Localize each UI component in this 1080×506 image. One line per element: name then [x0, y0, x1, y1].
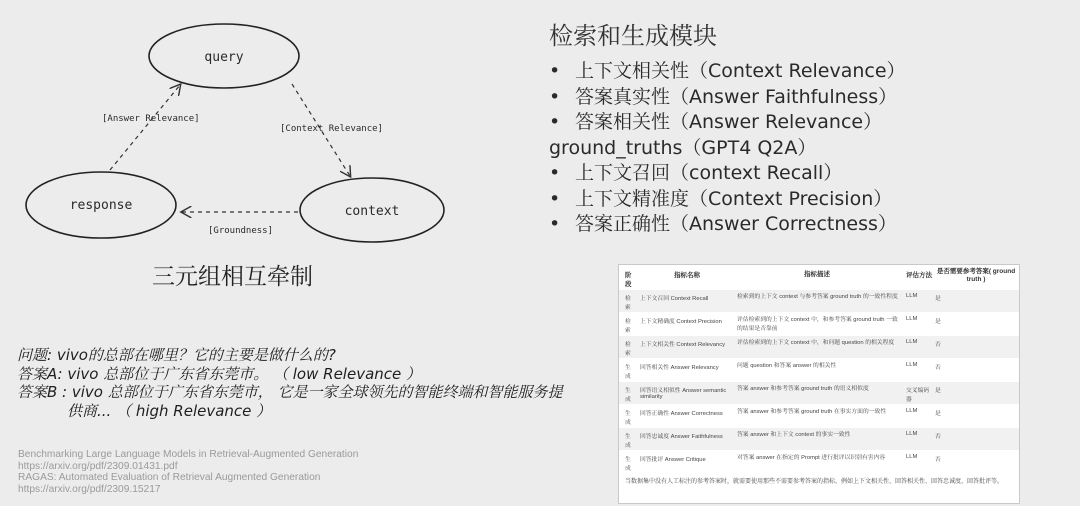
list-item: • 答案相关性（Answer Relevance） — [549, 111, 883, 133]
table-row: 检索 上下文精确度 Context Precision 评估检索到的上下文 context 中，和参考答案 ground truth 一致的结果是否靠前 LLM 是 — [625, 316, 941, 334]
table-row: 检索 上下文相关性 Context Relevancy 评估检索到的上下文 context 中，和问题 question 的相关程度 LLM 否 — [619, 336, 1019, 358]
table-row: 生成 回答相关性 Answer Relevancy 问题 question 和答案 answer 的相关性 LLM 否 — [625, 362, 941, 380]
qa-example — [17, 346, 563, 420]
list-item: • 答案正确性（Answer Correctness） — [549, 213, 897, 235]
list-item: • 上下文相关性（Context Relevance） — [549, 60, 906, 82]
references — [18, 449, 358, 495]
reference-link[interactable]: https://arxiv.org/pdf/2309.01431.pdf — [18, 460, 178, 472]
groundness-label: [Groundness] — [208, 226, 274, 236]
list-item: • 上下文精准度（Context Precision） — [549, 187, 893, 210]
answer-b-text: 答案B : vivo 总部位于广东省东莞市， 它是一家全球领先的智能终端和智能服务提 — [17, 383, 563, 401]
table-row: 检索 上下文召回 Context Recall 检索到的上下文 context 与参考答案 ground truth 的一致性程度 LLM 是 — [619, 290, 1019, 312]
triad-diagram — [0, 0, 540, 300]
metrics-table — [618, 264, 1020, 504]
question-text: 问题: vivo的总部在哪里？它的主要是做什么的? — [17, 346, 336, 364]
diagram-title: 三元组相互牵制 — [152, 264, 313, 290]
table-header: 阶段 指标名称 指标描述 评估方法 是否需要参考答案( ground truth ) — [625, 268, 1016, 288]
context-label: context — [344, 204, 400, 219]
query-label: query — [204, 50, 244, 65]
list-item: • 上下文召回（context Recall） — [549, 162, 843, 184]
reference-title: RAGAS: Automated Evaluation of Retrieval Augmented Generation — [18, 472, 321, 483]
answer-b-continuation: 供商... （ high Relevance ） — [67, 401, 272, 420]
list-heading: ground_truths（GPT4 Q2A） — [549, 136, 817, 159]
reference-title: Benchmarking Large Language Models in Retrieval-Augmented Generation — [18, 449, 359, 460]
table-footnote: 当数据集中没有人工标注的参考答案时，就需要使用那些不需要参考答案的指标，例如上下文相关性、回答相关性、回答忠诚度、回答批评等。 — [625, 479, 1004, 485]
table-row: 生成 回答批评 Answer Critique 对答案 answer 在指定的 Prompt 进行批评以识别有害内容 LLM 否 — [625, 454, 941, 472]
list-item: • 答案真实性（Answer Faithfulness） — [549, 85, 898, 108]
context-relevance-label: [Context Relevance] — [280, 124, 383, 134]
reference-link[interactable]: https://arxiv.org/pdf/2309.15217 — [18, 483, 161, 495]
table-row: 生成 回答忠诚度 Answer Faithfulness 答案 answer 和上下文 context 的事实一致性 LLM 否 — [619, 428, 1019, 450]
answer-a-text: 答案A: vivo 总部位于广东省东莞市。 （ low Relevance ） — [17, 364, 422, 383]
metrics-list — [549, 59, 906, 238]
table-row: 生成 回答正确性 Answer Correctness 答案 answer 和参考答案 ground truth 在事实方面的一致性 LLM 是 — [625, 408, 941, 426]
answer-relevance-arrow — [110, 85, 180, 170]
answer-relevance-label: [Answer Relevance] — [102, 114, 200, 124]
response-label: response — [69, 198, 133, 213]
table-row: 生成 回答语义相似性 Answer semantic similarity 答案 answer 和参考答案 ground truth 的语义相似度 交叉编码器 是 — [619, 382, 1019, 404]
section-title: 检索和生成模块 — [549, 22, 717, 50]
